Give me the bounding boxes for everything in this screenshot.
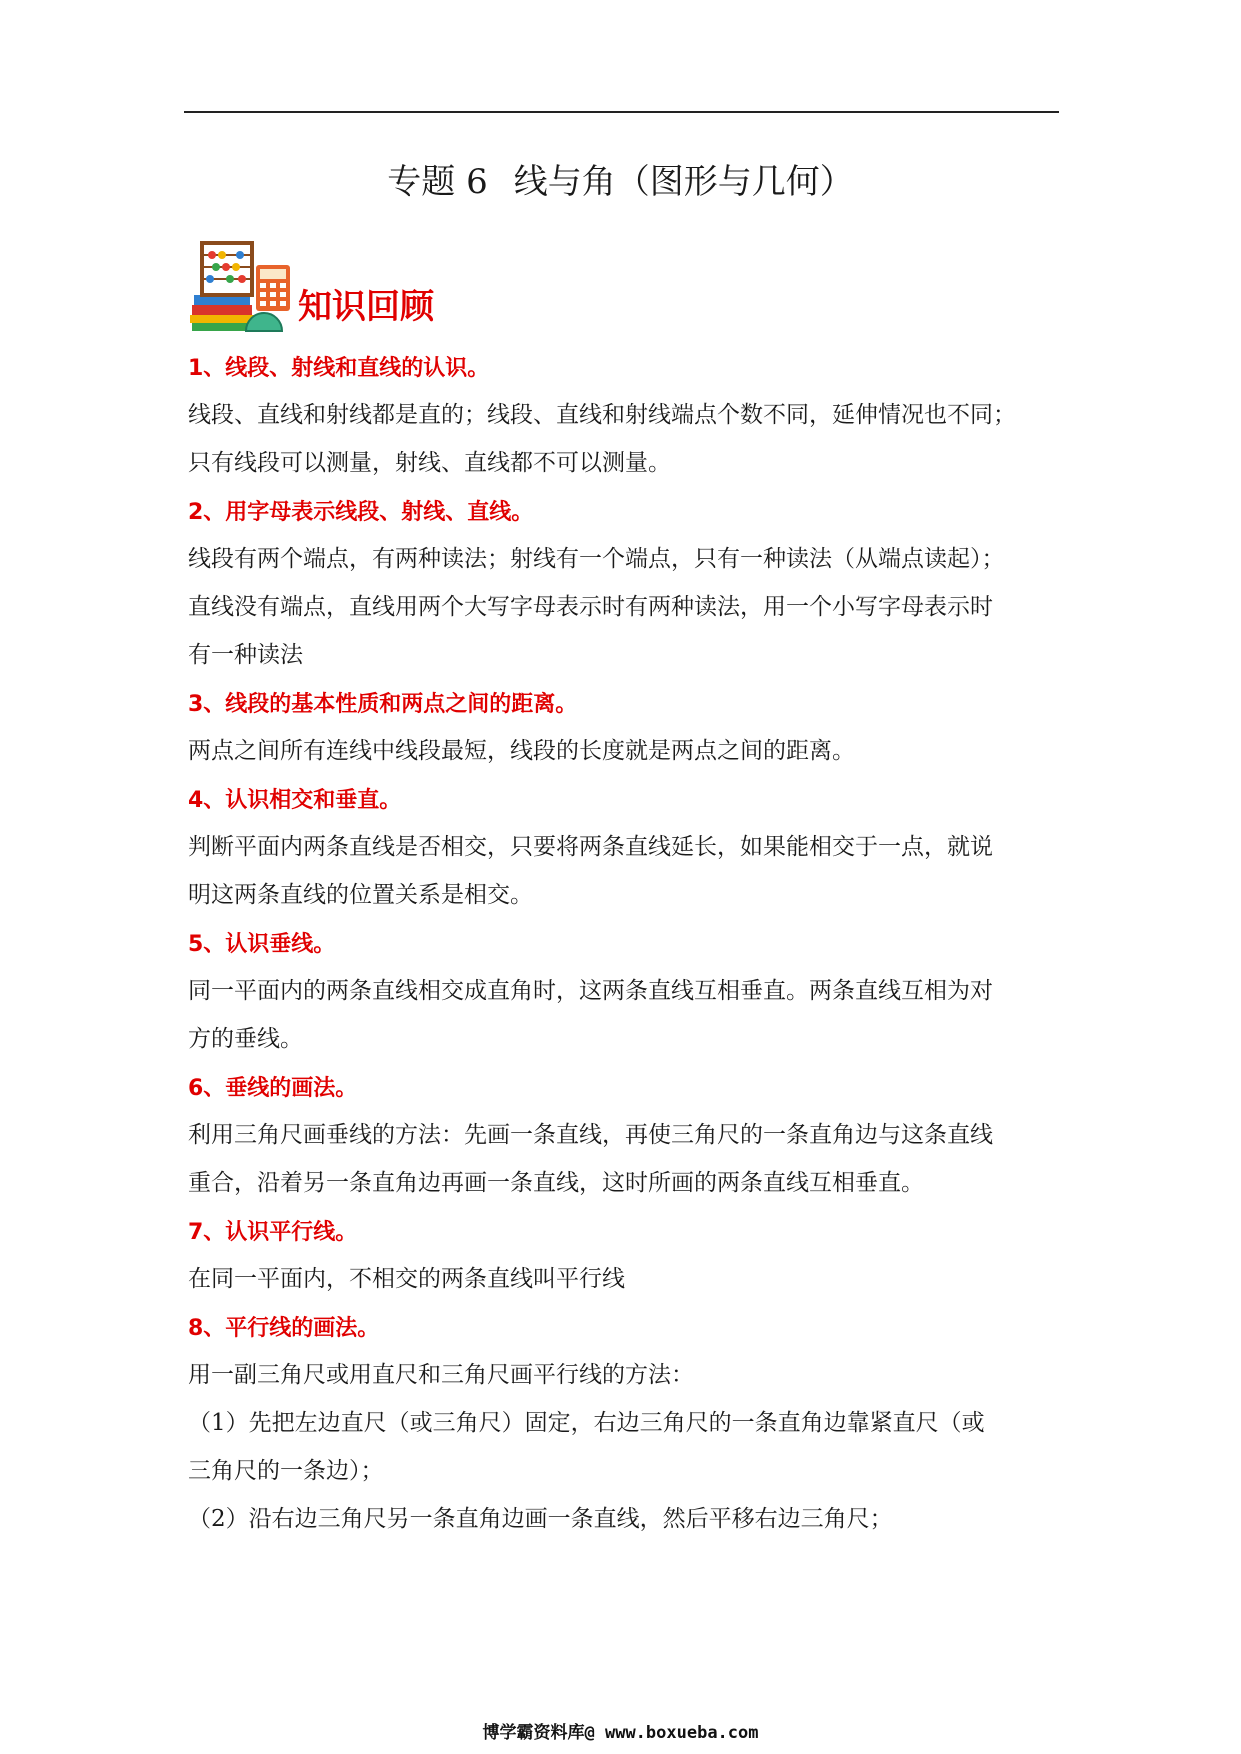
title-prefix: 专题 6 [387, 162, 488, 202]
section-heading: 8、平行线的画法。 [188, 1316, 380, 1341]
section-6 [188, 1067, 1068, 1207]
abacus-books-calculator-icon [190, 235, 300, 335]
section-7 [188, 1211, 1068, 1303]
section-line: 三角尺的一条边）； [188, 1458, 384, 1484]
banner-label: 知识回顾 [298, 287, 434, 327]
section-line: 有一种读法 [188, 642, 303, 668]
section-line: 线段有两个端点，有两种读法；射线有一个端点，只有一种读法（从端点读起）； [188, 546, 1005, 572]
section-heading: 4、认识相交和垂直。 [188, 788, 402, 813]
section-5 [188, 923, 1068, 1063]
section-line: 明这两条直线的位置关系是相交。 [188, 882, 533, 908]
section-line: 重合，沿着另一条直角边再画一条直线，这时所画的两条直线互相垂直。 [188, 1170, 924, 1196]
section-heading: 3、线段的基本性质和两点之间的距离。 [188, 692, 578, 717]
section-line: 两点之间所有连线中线段最短，线段的长度就是两点之间的距离。 [188, 738, 855, 764]
section-line: 判断平面内两条直线是否相交，只要将两条直线延长，如果能相交于一点，就说 [188, 834, 993, 860]
section-heading: 1、线段、射线和直线的认识。 [188, 356, 490, 381]
section-line: 利用三角尺画垂线的方法：先画一条直线，再使三角尺的一条直角边与这条直线 [188, 1122, 993, 1148]
footer-watermark: 博学霸资料库@ www.boxueba.com [482, 1723, 759, 1743]
knowledge-review-banner [190, 235, 450, 335]
section-line: 只有线段可以测量，射线、直线都不可以测量。 [188, 450, 671, 476]
section-heading: 5、认识垂线。 [188, 932, 336, 957]
section-line: （1）先把左边直尺（或三角尺）固定，右边三角尺的一条直角边靠紧直尺（或 [188, 1410, 985, 1436]
knowledge-content [188, 347, 1068, 1547]
section-2 [188, 491, 1068, 679]
section-heading: 7、认识平行线。 [188, 1220, 358, 1245]
section-line: （2）沿右边三角尺另一条直角边画一条直线，然后平移右边三角尺； [188, 1506, 893, 1532]
section-line: 直线没有端点，直线用两个大写字母表示时有两种读法，用一个小写字母表示时 [188, 594, 993, 620]
section-line: 线段、直线和射线都是直的；线段、直线和射线端点个数不同，延伸情况也不同； [188, 402, 1016, 428]
section-8 [188, 1307, 1068, 1543]
section-heading: 2、用字母表示线段、射线、直线。 [188, 500, 534, 525]
page-title [0, 160, 1241, 204]
section-4 [188, 779, 1068, 919]
section-line: 同一平面内的两条直线相交成直角时，这两条直线互相垂直。两条直线互相为对 [188, 978, 993, 1004]
section-heading: 6、垂线的画法。 [188, 1076, 358, 1101]
section-1 [188, 347, 1068, 487]
section-line: 用一副三角尺或用直尺和三角尺画平行线的方法： [188, 1362, 694, 1388]
section-line: 在同一平面内，不相交的两条直线叫平行线 [188, 1266, 625, 1292]
section-line: 方的垂线。 [188, 1026, 303, 1052]
header-rule [184, 111, 1059, 113]
title-main: 线与角（图形与几何） [513, 162, 854, 202]
section-3 [188, 683, 1068, 775]
